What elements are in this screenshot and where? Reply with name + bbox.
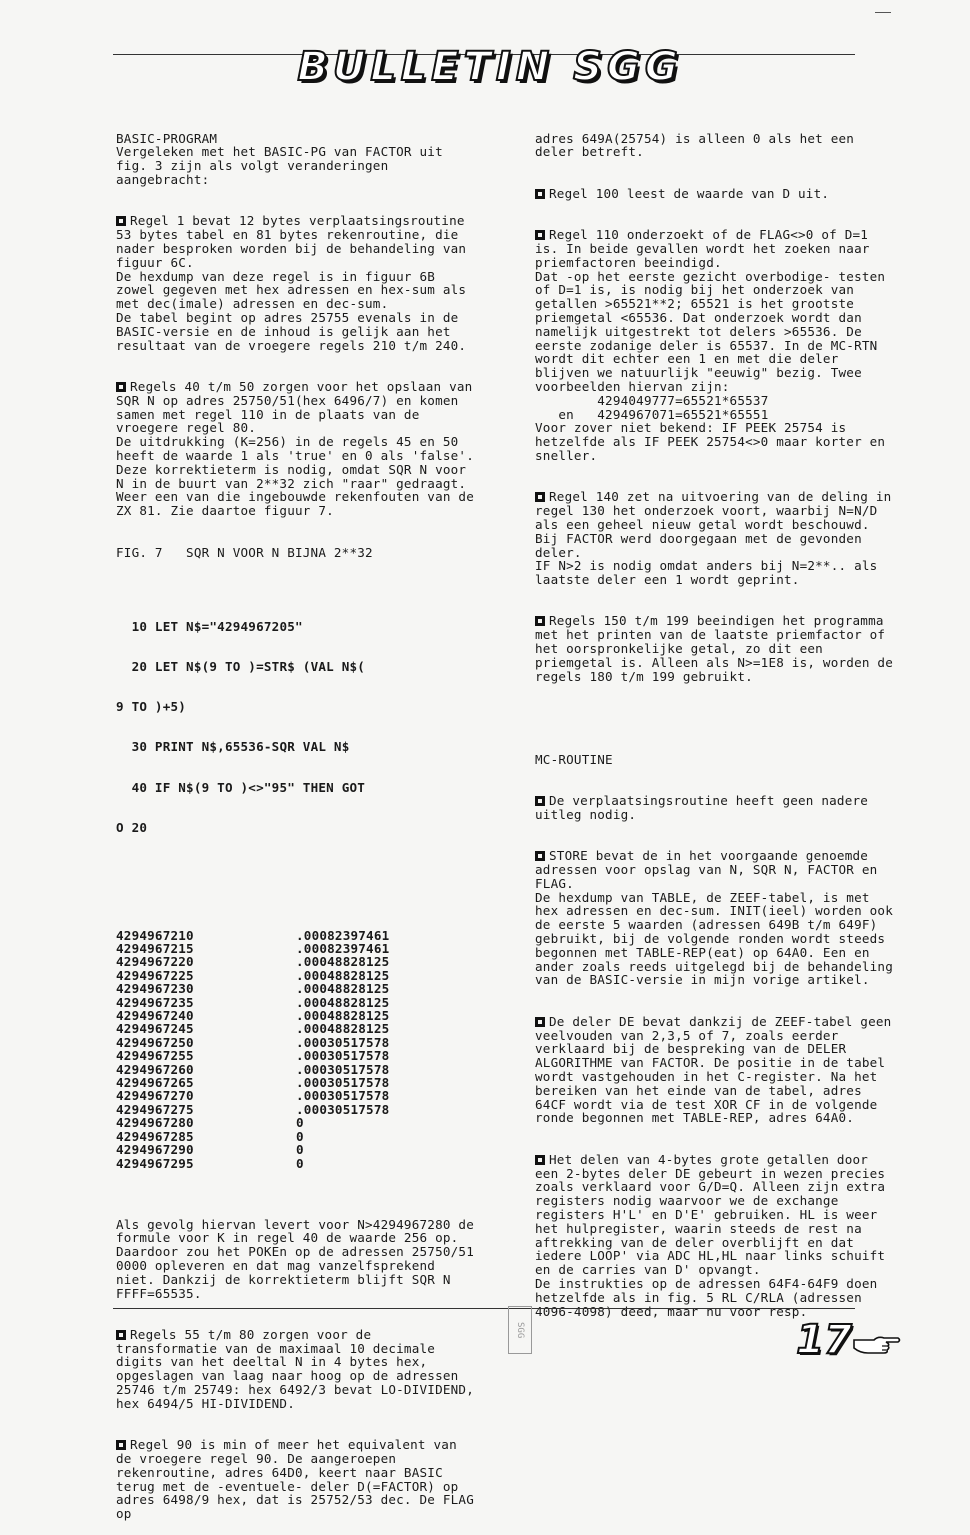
left-paragraph-6: Regel 90 is min of meer het equivalent van de vroegere regel 90. De aangeroepen rekenroutine, adres 64D0, keert naar BASIC terug met de -eventuele- deler D(=FACTOR) op adres 6498/9 hex, dat is 25752/53 dec. De FLAG op	[116, 1437, 482, 1522]
bullet-icon	[535, 1155, 545, 1165]
table-cell-n: 4294967270	[116, 1088, 194, 1104]
table-cell-value: .00048828125	[296, 1008, 390, 1024]
table-cell-value: .00030517578	[296, 1061, 390, 1077]
table-cell-n: 4294967215	[116, 941, 194, 957]
right-paragraph-2: Regel 100 leest de waarde van D uit.	[535, 187, 897, 201]
table-cell-n: 4294967295	[116, 1155, 194, 1171]
table-cell-value: .00048828125	[296, 994, 390, 1010]
figure-caption: FIG. 7 SQR N VOOR N BIJNA 2**32	[116, 544, 373, 560]
bullet-icon	[116, 1330, 126, 1340]
table-cell-n: 4294967290	[116, 1142, 194, 1158]
table-cell-value: .00030517578	[296, 1034, 390, 1050]
right-paragraph-1: adres 649A(25754) is alleen 0 als het een deler betreft.	[535, 130, 862, 160]
bulletin-logo	[297, 44, 683, 90]
left-paragraph-3: Regels 40 t/m 50 zorgen voor het opslaan van SQR N op adres 25750/51(hex 6496/7) en komen samen met regel 110 in de plaats van de vroegere regel 80. De uitdrukking (K=256) in de regels 45 en 50 heeft de waarde 1 als 'true' en 0 als 'false'. Deze korrektieterm is nodig, omdat SQR N voor N in de buurt van 2**32 zich "raar" gedraagt. Weer een van die ingebouwde rekenfouten van de ZX 81. Zie daartoe figuur 7.	[116, 378, 474, 519]
right-paragraph-4: Regel 140 zet na uitvoering van de deling in regel 130 het onderzoek voort, waarbij N=N/D als een geheel nieuw getal wordt beschouwd. Bij FACTOR werd doorgegaan met de gevonden deler. IF N>2 is nodig omdat anders bij N=2**.. als laatste deler een 1 wordt geprint.	[535, 489, 892, 588]
right-paragraph-3: Regel 110 onderzoekt of de FLAG<>0 of D=1 is. In beide gevallen wordt het zoeken naar priemfactoren beeindigd. Dat -op het eerste gezicht overbodige- testen of D=1 is, is nodig bij het onderzoek van getallen >65521**2; 65521 is het grootste priemgetal <65536. Dat onderzoek wordt dan namelijk uitgestrekt tot delers >65536. De eerste zodanige deler is 65537. In de MC-RTN wordt dit echter een 1 en met die deler blijven we natuurlijk "eeuwig" bezig. Twee voorbeelden hiervan zijn: 4294049777=65521*65537 en 4294967071=65521*65551 Voor zover niet bekend: IF PEEK 25754 is hetzelfde als IF PEEK 25754<>0 maar korter en sneller.	[535, 227, 886, 463]
pointing-hand-icon	[852, 1332, 902, 1356]
table-cell-value: .00030517578	[296, 1048, 390, 1064]
footer-rule	[113, 1308, 855, 1309]
table-cell-n: 4294967235	[116, 994, 194, 1010]
right-paragraph-9: De deler DE bevat dankzij de ZEEF-tabel geen veelvouden van 2,3,5 of 7, zoals eerder verklaard bij de bespreking van de DELER ALGORITHME van FACTOR. De positie in de tabel wordt vastgehouden in het C-register. Na het bereiken van het einde van de tabel, adres 64CF wordt via de test XOR CF in de volgende ronde begonnen met TABLE-REP, adres 64A0.	[535, 1013, 900, 1126]
table-cell-n: 4294967285	[116, 1128, 194, 1144]
page-number	[796, 1317, 852, 1363]
table-cell-value: .00030517578	[296, 1101, 390, 1117]
right-paragraph-8: STORE bevat de in het voorgaande genoemde adressen voor opslag van N, SQR N, FACTOR en FLAG. De hexdump van TABLE, de ZEEF-tabel, is met hex adressen en dec-sum. INIT(ieel) worden ook de eerste 5 waarden (adressen 649B t/m 649F) gebruikt, bij de volgende ronden wordt steeds begonnen met TABLE-REP(eat) op 64A0. Een en ander zoals reeds uitgelegd bij de behandeling van de BASIC-versie in mijn vorige artikel.	[535, 848, 893, 988]
sgg-stamp-icon: SGG	[508, 1306, 532, 1354]
code-line: O 20	[116, 819, 148, 835]
table-cell-value: .00048828125	[296, 981, 390, 997]
bullet-icon	[535, 851, 545, 861]
table-cell-value: 0	[296, 1128, 304, 1144]
page-number-text: 17	[796, 1317, 852, 1363]
bullet-icon	[116, 216, 126, 226]
right-column	[535, 104, 901, 1332]
left-paragraph-5: Regels 55 t/m 80 zorgen voor de transformatie van de maximaal 10 decimale digits van het deeltal N in 4 bytes hex, opgeslagen van laag naar hoog op de adressen 25746 t/m 25749: hex 6492/3 bevat LO-DIVIDEND, hex 6494/5 HI-DIVIDEND.	[116, 1326, 482, 1411]
bulletin-title: BULLETIN SGG	[297, 44, 683, 90]
bullet-icon	[535, 230, 545, 240]
table-cell-n: 4294967210	[116, 927, 194, 943]
left-paragraph-4: Als gevolg hiervan levert voor N>4294967280 de formule voor K in regel 40 de waarde 256 op. Daardoor zou het POKEn op de adressen 25750/51 0000 opleveren en dat mag vanzelfsprekend niet. Dankzij de korrektieterm blijft SQR N FFFF=65535.	[116, 1216, 482, 1301]
table-cell-n: 4294967230	[116, 981, 194, 997]
left-column	[116, 104, 482, 1535]
bullet-icon	[116, 382, 126, 392]
code-line: 30 PRINT N$,65536-SQR VAL N$	[116, 739, 350, 755]
table-cell-value: .00030517578	[296, 1088, 390, 1104]
table-cell-n: 4294967240	[116, 1008, 194, 1024]
table-cell-n: 4294967280	[116, 1115, 194, 1131]
table-cell-n: 4294967225	[116, 967, 194, 983]
bullet-icon	[116, 1440, 126, 1450]
right-paragraph-5: Regels 150 t/m 199 beeindigen het programma met het printen van de laatste priemfactor of het oorspronkelijke getal, zo dit een priemgetal is. Alleen als N>=1E8 is, worden de regels 180 t/m 199 gebruikt.	[535, 613, 901, 684]
bullet-icon	[535, 492, 545, 502]
table-cell-value: 0	[296, 1155, 304, 1171]
corner-mark	[875, 12, 891, 13]
left-paragraph-2: Regel 1 bevat 12 bytes verplaatsingsroutine 53 bytes tabel en 81 bytes rekenroutine, die nader besproken worden bij de behandeling van figuur 6C. De hexdump van deze regel is in figuur 6B zowel gegeven met hex adressen en hex-sum als met dec(imale) adressen en dec-sum. De tabel begint op adres 25755 evenals in de BASIC-versie en de inhoud is gelijk aan het resultaat van de vroegere regels 210 t/m 240.	[116, 213, 467, 353]
table-cell-value: .00082397461	[296, 927, 390, 943]
table-cell-value: 0	[296, 1115, 304, 1131]
code-listing	[116, 593, 478, 861]
table-column-n	[116, 929, 296, 1170]
right-paragraph-7: De verplaatsingsroutine heeft geen nadere uitleg nodig.	[535, 793, 876, 822]
code-line: 9 TO )+5)	[116, 699, 187, 715]
left-paragraph-1: BASIC-PROGRAM Vergeleken met het BASIC-PG van FACTOR uit fig. 3 zijn als volgt veranderingen aangebracht:	[116, 130, 443, 187]
bullet-icon	[535, 616, 545, 626]
sqr-output-table	[116, 929, 478, 1170]
table-cell-value: .00048828125	[296, 954, 390, 970]
table-column-value	[296, 929, 476, 1170]
table-cell-value: .00030517578	[296, 1075, 390, 1091]
code-line: 40 IF N$(9 TO )<>"95" THEN GOT	[116, 779, 366, 795]
table-cell-n: 4294967265	[116, 1075, 194, 1091]
right-paragraph-10: Het delen van 4-bytes grote getallen door een 2-bytes deler DE gebeurt in wezen precies zoals verklaard voor G/D=Q. Alleen zijn extra registers nodig waarvoor we de exchange registers H'L' en D'E' gebruiken. HL is weer het hulpregister, waarin steeds de rest na aftrekking van de deler overblijft en dat iedere LOOP' via ADC HL,HL naar links schuift en de carries van D' opvangt. De instrukties op de adressen 64F4-64F9 doen hetzelfde als in fig. 5 RL C/RLA (adressen 4096-4098) deed, maar nu voor resp.	[535, 1151, 886, 1319]
table-cell-value: 0	[296, 1142, 304, 1158]
code-line: 10 LET N$="4294967205"	[116, 618, 303, 634]
table-cell-value: .00048828125	[296, 967, 390, 983]
table-cell-n: 4294967250	[116, 1034, 194, 1050]
bullet-icon	[535, 796, 545, 806]
bullet-icon	[535, 189, 545, 199]
table-cell-n: 4294967245	[116, 1021, 194, 1037]
table-cell-n: 4294967255	[116, 1048, 194, 1064]
table-cell-n: 4294967275	[116, 1101, 194, 1117]
section-heading: MC-ROUTINE	[535, 751, 613, 767]
table-cell-value: .00082397461	[296, 941, 390, 957]
table-cell-n: 4294967260	[116, 1061, 194, 1077]
table-cell-value: .00048828125	[296, 1021, 390, 1037]
code-line: 20 LET N$(9 TO )=STR$ (VAL N$(	[116, 658, 366, 674]
table-cell-n: 4294967220	[116, 954, 194, 970]
bullet-icon	[535, 1017, 545, 1027]
